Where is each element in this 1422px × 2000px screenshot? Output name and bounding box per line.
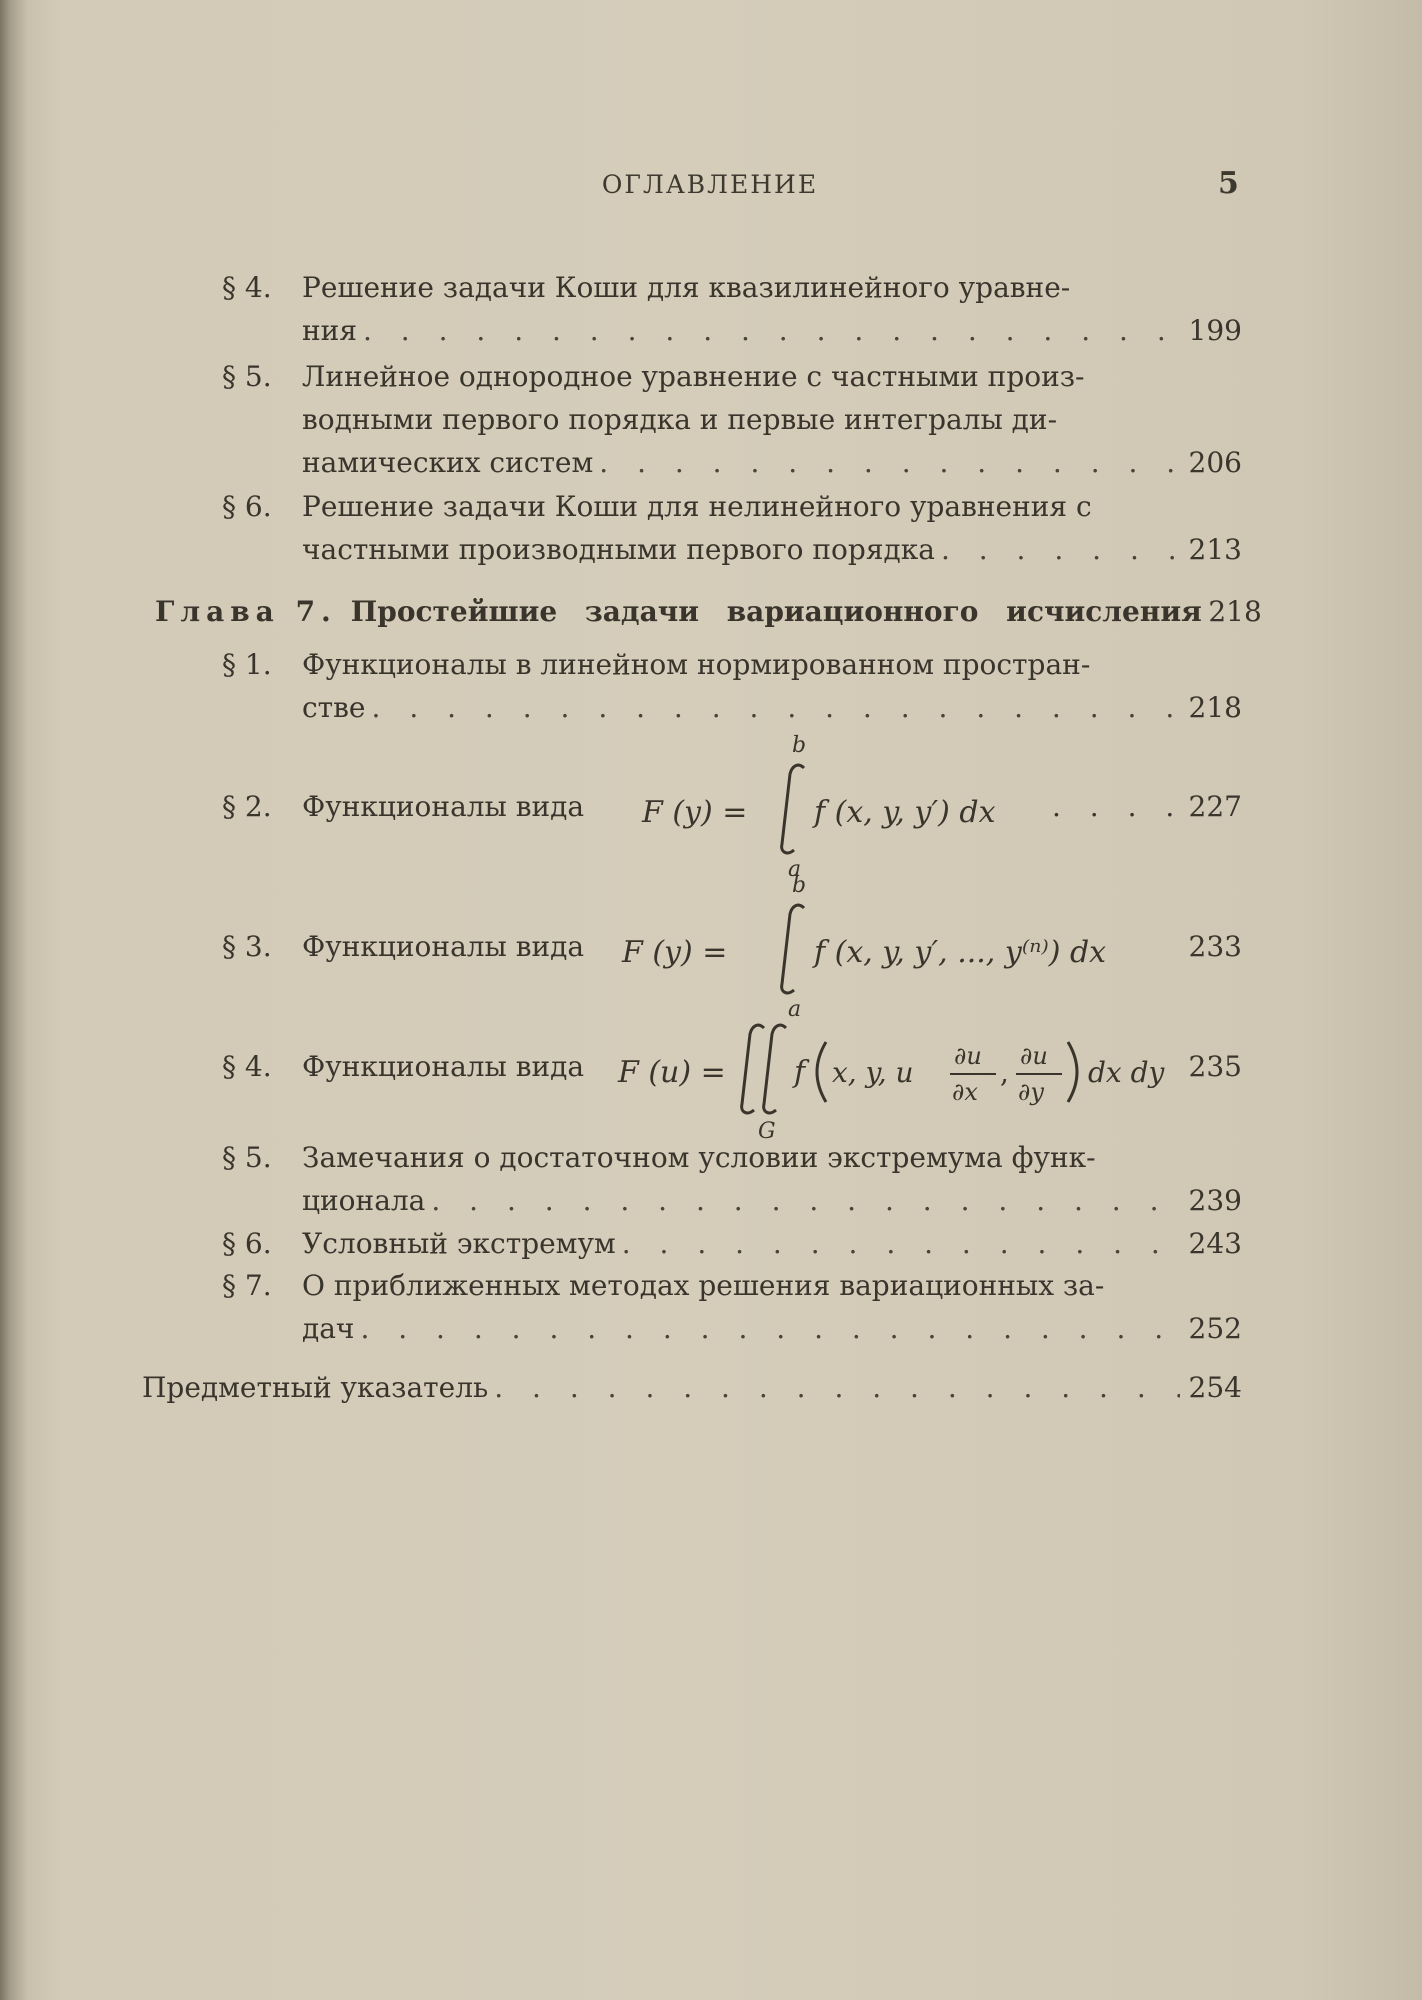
page-ref: 235 — [1188, 1050, 1242, 1083]
left-paren-icon — [817, 1042, 826, 1102]
chapter-title: Простейшие задачи вариационного исчисления — [350, 595, 1202, 628]
section-number: § 6. — [222, 490, 272, 523]
toc-entry-ch7-s6[interactable] — [222, 1222, 1242, 1265]
formula-lhs: F (u) = — [618, 1055, 726, 1090]
entry-text-line: водными первого порядка и первые интегралы ди- — [302, 403, 1058, 436]
fraction-denominator: ∂y — [1018, 1078, 1044, 1106]
toc-entry-ch7-s5[interactable] — [222, 1136, 1242, 1222]
right-paren-icon — [1068, 1042, 1077, 1102]
dot-leader — [372, 686, 1180, 729]
dot-leader — [622, 1222, 1180, 1265]
upper-limit: b — [792, 873, 807, 898]
integrand: f (x, y, y′, ..., y⁽ⁿ⁾) dx — [814, 935, 1107, 970]
lower-limit: a — [788, 857, 802, 882]
toc-entry-ch6-s4[interactable] — [222, 266, 1242, 352]
toc-entry-ch7-s3[interactable] — [222, 873, 1242, 1022]
page-ref: 239 — [1188, 1184, 1242, 1217]
toc-entry-ch7-s2[interactable] — [222, 733, 1242, 882]
page-ref: 252 — [1188, 1312, 1242, 1345]
dot-leader — [941, 528, 1180, 571]
toc-entry-ch7-s4[interactable] — [222, 1008, 1242, 1148]
entry-text-line: Функционалы вида — [302, 930, 585, 963]
page-ref: 233 — [1188, 930, 1242, 963]
entry-text-line: ния — [302, 314, 357, 347]
page-ref: 243 — [1188, 1227, 1242, 1260]
entry-text-line: Функционалы в линейном нормированном простран- — [302, 648, 1091, 681]
page-ref: 199 — [1188, 314, 1242, 347]
integrand: f (x, y, y′) dx — [814, 795, 996, 830]
entry-text-line: Предметный указатель — [142, 1371, 489, 1404]
toc-entry-subject-index[interactable] — [142, 1366, 1242, 1409]
integral-sign-icon — [764, 1025, 786, 1113]
entry-text-line: намических систем — [302, 446, 594, 479]
section-number: § 7. — [222, 1269, 272, 1302]
page-number: 5 — [1218, 166, 1239, 201]
formula-tail: dx dy — [1088, 1056, 1165, 1089]
section-number: § 5. — [222, 1141, 272, 1174]
entry-text-line: стве — [302, 691, 366, 724]
running-header-title: ОГЛАВЛЕНИЕ — [601, 170, 819, 199]
fraction-denominator: ∂x — [952, 1078, 978, 1106]
entry-text-line: Линейное однородное уравнение с частными произ- — [302, 360, 1085, 393]
integrand: f — [794, 1055, 806, 1090]
section-number: § 6. — [222, 1227, 272, 1260]
entry-text-line: Функционалы вида — [302, 790, 585, 823]
toc-entry-ch7-s1[interactable] — [222, 643, 1242, 729]
page-ref: 218 — [1188, 691, 1242, 724]
entry-text-line: Решение задачи Коши для квазилинейного уравне- — [302, 271, 1071, 304]
entry-text-line: Функционалы вида — [302, 1050, 585, 1083]
section-number: § 2. — [222, 790, 272, 823]
integral-sign-icon — [742, 1025, 764, 1113]
section-number: § 4. — [222, 1050, 272, 1083]
toc-entry-ch6-s6[interactable] — [222, 485, 1242, 571]
dot-leader — [431, 1179, 1180, 1222]
chapter-label: Глава 7. — [155, 595, 337, 628]
entry-text-line: ционала — [302, 1184, 426, 1217]
page-ref: 254 — [1188, 1371, 1242, 1404]
toc-chapter-7[interactable] — [155, 590, 1262, 633]
entry-text-line: О приближенных методах решения вариационных за- — [302, 1269, 1105, 1302]
upper-limit: b — [792, 733, 807, 758]
section-number: § 4. — [222, 271, 272, 304]
dot-leader — [494, 1366, 1180, 1409]
lower-limit: a — [788, 997, 802, 1022]
dot-leader — [363, 309, 1180, 352]
page-ref: 227 — [1188, 790, 1242, 823]
integral-sign-icon — [782, 765, 804, 853]
entry-text-line: Условный экстремум — [302, 1227, 616, 1260]
formula-integral-2 — [622, 873, 1162, 1022]
fraction-numerator: ∂u — [954, 1042, 982, 1070]
formula-integral-1 — [642, 733, 1082, 882]
formula-args: x, y, u — [832, 1056, 914, 1089]
entry-text-line: Замечания о достаточном условии экстремума функ- — [302, 1141, 1096, 1174]
formula-lhs: F (y) = — [622, 935, 728, 970]
entry-text-line: Решение задачи Коши для нелинейного уравнения с — [302, 490, 1092, 523]
dot-leader — [360, 1307, 1180, 1350]
toc-entry-ch7-s7[interactable] — [222, 1264, 1242, 1350]
section-number: § 1. — [222, 648, 272, 681]
comma-symbol: , — [1000, 1056, 1009, 1089]
dot-leader — [599, 441, 1180, 484]
formula-double-integral — [618, 1008, 1218, 1148]
fraction-numerator: ∂u — [1020, 1042, 1048, 1070]
section-number: § 3. — [222, 930, 272, 963]
page-ref: 206 — [1188, 446, 1242, 479]
entry-text-line: дач — [302, 1312, 355, 1345]
formula-lhs: F (y) = — [642, 795, 748, 830]
integral-sign-icon — [782, 905, 804, 993]
page-ref: 218 — [1208, 595, 1262, 628]
toc-entry-ch6-s5[interactable] — [222, 355, 1242, 484]
entry-text-line: частными производными первого порядка — [302, 533, 935, 566]
page-ref: 213 — [1188, 533, 1242, 566]
lower-limit: G — [758, 1119, 776, 1144]
section-number: § 5. — [222, 360, 272, 393]
dot-leader: . . . . — [1052, 790, 1185, 823]
